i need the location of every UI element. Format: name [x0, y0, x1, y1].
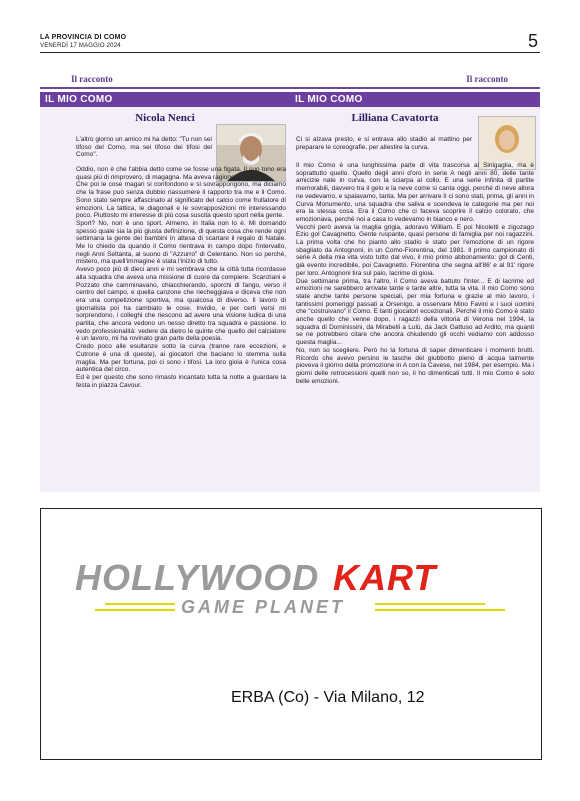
article-left [40, 92, 290, 492]
section-label-left: Il racconto [71, 74, 113, 84]
ad-stripe [105, 603, 175, 605]
paragraph: Ed è per questo che sono rimasto incantato tutta la notte a guardare la festa in piazza Cavour. [76, 373, 286, 389]
paragraph: Due settimane prima, tra l'altro, il Como aveva battuto l'Inter... E di lacrime ed emozioni ne sarebbero arrivate tante e tante altre, tutta la vita. Il mio Como sono state anche tante persone speciali, per mia fortuna e grazie al mio lavoro, i tantissimi pomeriggi passati a Orsenigo, a osservare Mino Favini e i suoi uomini che "costruivano" il Como. E tanti giocatori eccezionali. Perché il mio Como è stato anche quello che venne dopo, i ragazzi della vittoria di Verona nel 1994, la squadra di Dominissini, da Mirabelli a Lulù, da Jack Gattuso ad Ardito, ma quanti se ne potrebbero citare che ancora chiudendo gli occhi vediamo con addosso questa maglia... [296, 277, 534, 347]
article-left-intro: L'altro giorno un amico mi ha detto: "Tu non sei tifoso del Como, ma sei tifoso dei tifosi del Como". [76, 136, 212, 159]
paragraph: No, non so scegliere. Però ho la fortuna di saper dimenticare i momenti brutti. Ricordo che avevo persino le tasche del giubbotto pieno di acqua talmente pioveva il giorno della promozione in A con la Cavese, nel 1984, per esempio. Ma i giorni delle retrocessioni quelli non so, li ho dimenticati tutti. Il mio Como è solo belle emozioni. [296, 346, 534, 385]
article-right-author: Lilliana Cavatorta [351, 112, 439, 124]
paragraph: Che poi le cose magari si confondono e si sovrappongono, ma diciamo che la frase può senza dubbio riassumere il rapporto tra me e il Como. Sono stato sempre affascinato al significato del calcio come frullatore di emozioni. La tattica, le diagonali e le sovrapposizioni mi interessando poco. Piuttosto mi interesse di più cosa suscita questo sport nella gente. [76, 181, 286, 220]
masthead [40, 34, 126, 50]
article-right-header: IL MIO COMO [290, 92, 540, 107]
issue-date: VENERDÌ 17 MAGGIO 2024 [40, 43, 121, 49]
paragraph: Credo poco alle esultanze sotto la curva (tranne rare eccezioni, e Cutrone è una di queste), ai giocatori che baciano lo stemma sulla maglia. Ma per fortuna, poi ci sono i tifosi. La loro gioia è l'unica cosa autentica del circo. [76, 343, 286, 374]
ad-brand-kart: KART [333, 557, 437, 598]
section-divider [40, 87, 540, 89]
advertisement [40, 508, 542, 760]
page-number: 5 [527, 31, 538, 51]
section-label-right: Il racconto [466, 74, 508, 84]
ad-address: ERBA (Co) - Via Milano, 12 [231, 689, 425, 706]
newspaper-name: LA PROVINCIA DI COMO [40, 34, 127, 41]
article-left-body [76, 166, 286, 389]
ad-tagline: GAME PLANET [181, 597, 346, 617]
article-right-intro: Ci si alzava presto, e si entrava allo stadio al mattino per preparare le coreografie, per allestire la curva. [296, 136, 472, 151]
paragraph: Vecchi però aveva la maglia grigia, adoravo William. E poi Nicoletti e zigozago Ezio gol Cavagnetto. Gente ruspante, quasi persone di famiglia per noi ragazzini. La prima volta che ho pianto allo stadio è stato per l'emozione di un rigore sbagliato da Antognoni, in un Como-Fiorentina, del 1981. Il primo campionato di serie A della mia vita visto tutto dal vivo, il mio primo abbonamento: gol di Centi, già evento incredibile, poi Cavagnetto. Fiorentina che segna all'86' e al 91' rigore per loro. Antognoni tira sul palo, lacrime di gioia. [296, 223, 534, 277]
ad-stripe [375, 603, 485, 605]
ad-stripe [95, 609, 175, 611]
paragraph: Sport? No, non è uno sport. Almeno, in Italia non lo è. Mi domando spesso quale sia la più giusta definizione, di questa cosa che rende ogni settimana la gente dei bambini in attesa di scartare il regalo di Natale. Me lo chiedo da quando il Como rientrava in campo dopo l'intervallo, negli Anni Settanta, al suono di "Azzurro" di Celentano. Non so perché, mistero, ma quell'immagine è stata l'inizio di tutto. [76, 219, 286, 266]
article-left-author: Nicola Nenci [135, 112, 195, 124]
paragraph: Il mio Como è una lunghissima parte di vita trascorsa al Sinigaglia, ma è soprattutto quello. Quello degli anni d'oro in serie A negli anni 80, delle tante amicizie nate in curva, con la sciarpa al collo. E una serie infinita di partite memorabili, davvero tra il gelo e la neve come si canta oggi, perché di neve allora ne vedevamo, e spalavamo, tanta. Ma per arrivare lì ci sono stati, prima, gli anni in Curva Monumento, una squadra che saliva e scendeva le categorie ma per noi era la stessa cosa. Era il Como che ci faceva scoprire il calcio colorato, che emozionava, perché noi a casa lo vedevamo in bianco e nero. [296, 162, 534, 223]
masthead-divider [40, 52, 540, 53]
article-left-header: IL MIO COMO [40, 92, 290, 107]
paragraph: Oddio, non è che l'abbia detto come se fosse una figata. Il suo tono era quasi più di rimprovero, di magagna. Ma aveva ragione. [76, 166, 286, 181]
article-right [290, 92, 540, 492]
ad-stripe [375, 609, 505, 611]
ad-logo [75, 557, 505, 621]
paragraph: Avevo poco più di dieci anni e mi sembrava che la città tutta ricordasse alla squadra che aveva una missione di cuore da compiere. Scanziani e Pozzato che camminavano, chiacchierando, sporchi di fango, verso il centro del campo, e quella canzone che riecheggiava e diceva che non era una competizione sportiva, ma qualcosa di diverso. Il lavoro di giornalista poi ha cambiato le cose. Invidio, e per certi versi mi sorprendono, i colleghi che riescono ad avere una visione ludica di una partita, che ancora vedono un nesso diretto tra squadra e passione. Io vedo professionalità: vedere da dietro le quinte che quello del calciatore è un lavoro, mi ha rovinato gran parte della poesia. [76, 266, 286, 343]
ad-brand-hollywood: HOLLYWOOD [75, 557, 320, 598]
article-right-body [296, 162, 534, 385]
